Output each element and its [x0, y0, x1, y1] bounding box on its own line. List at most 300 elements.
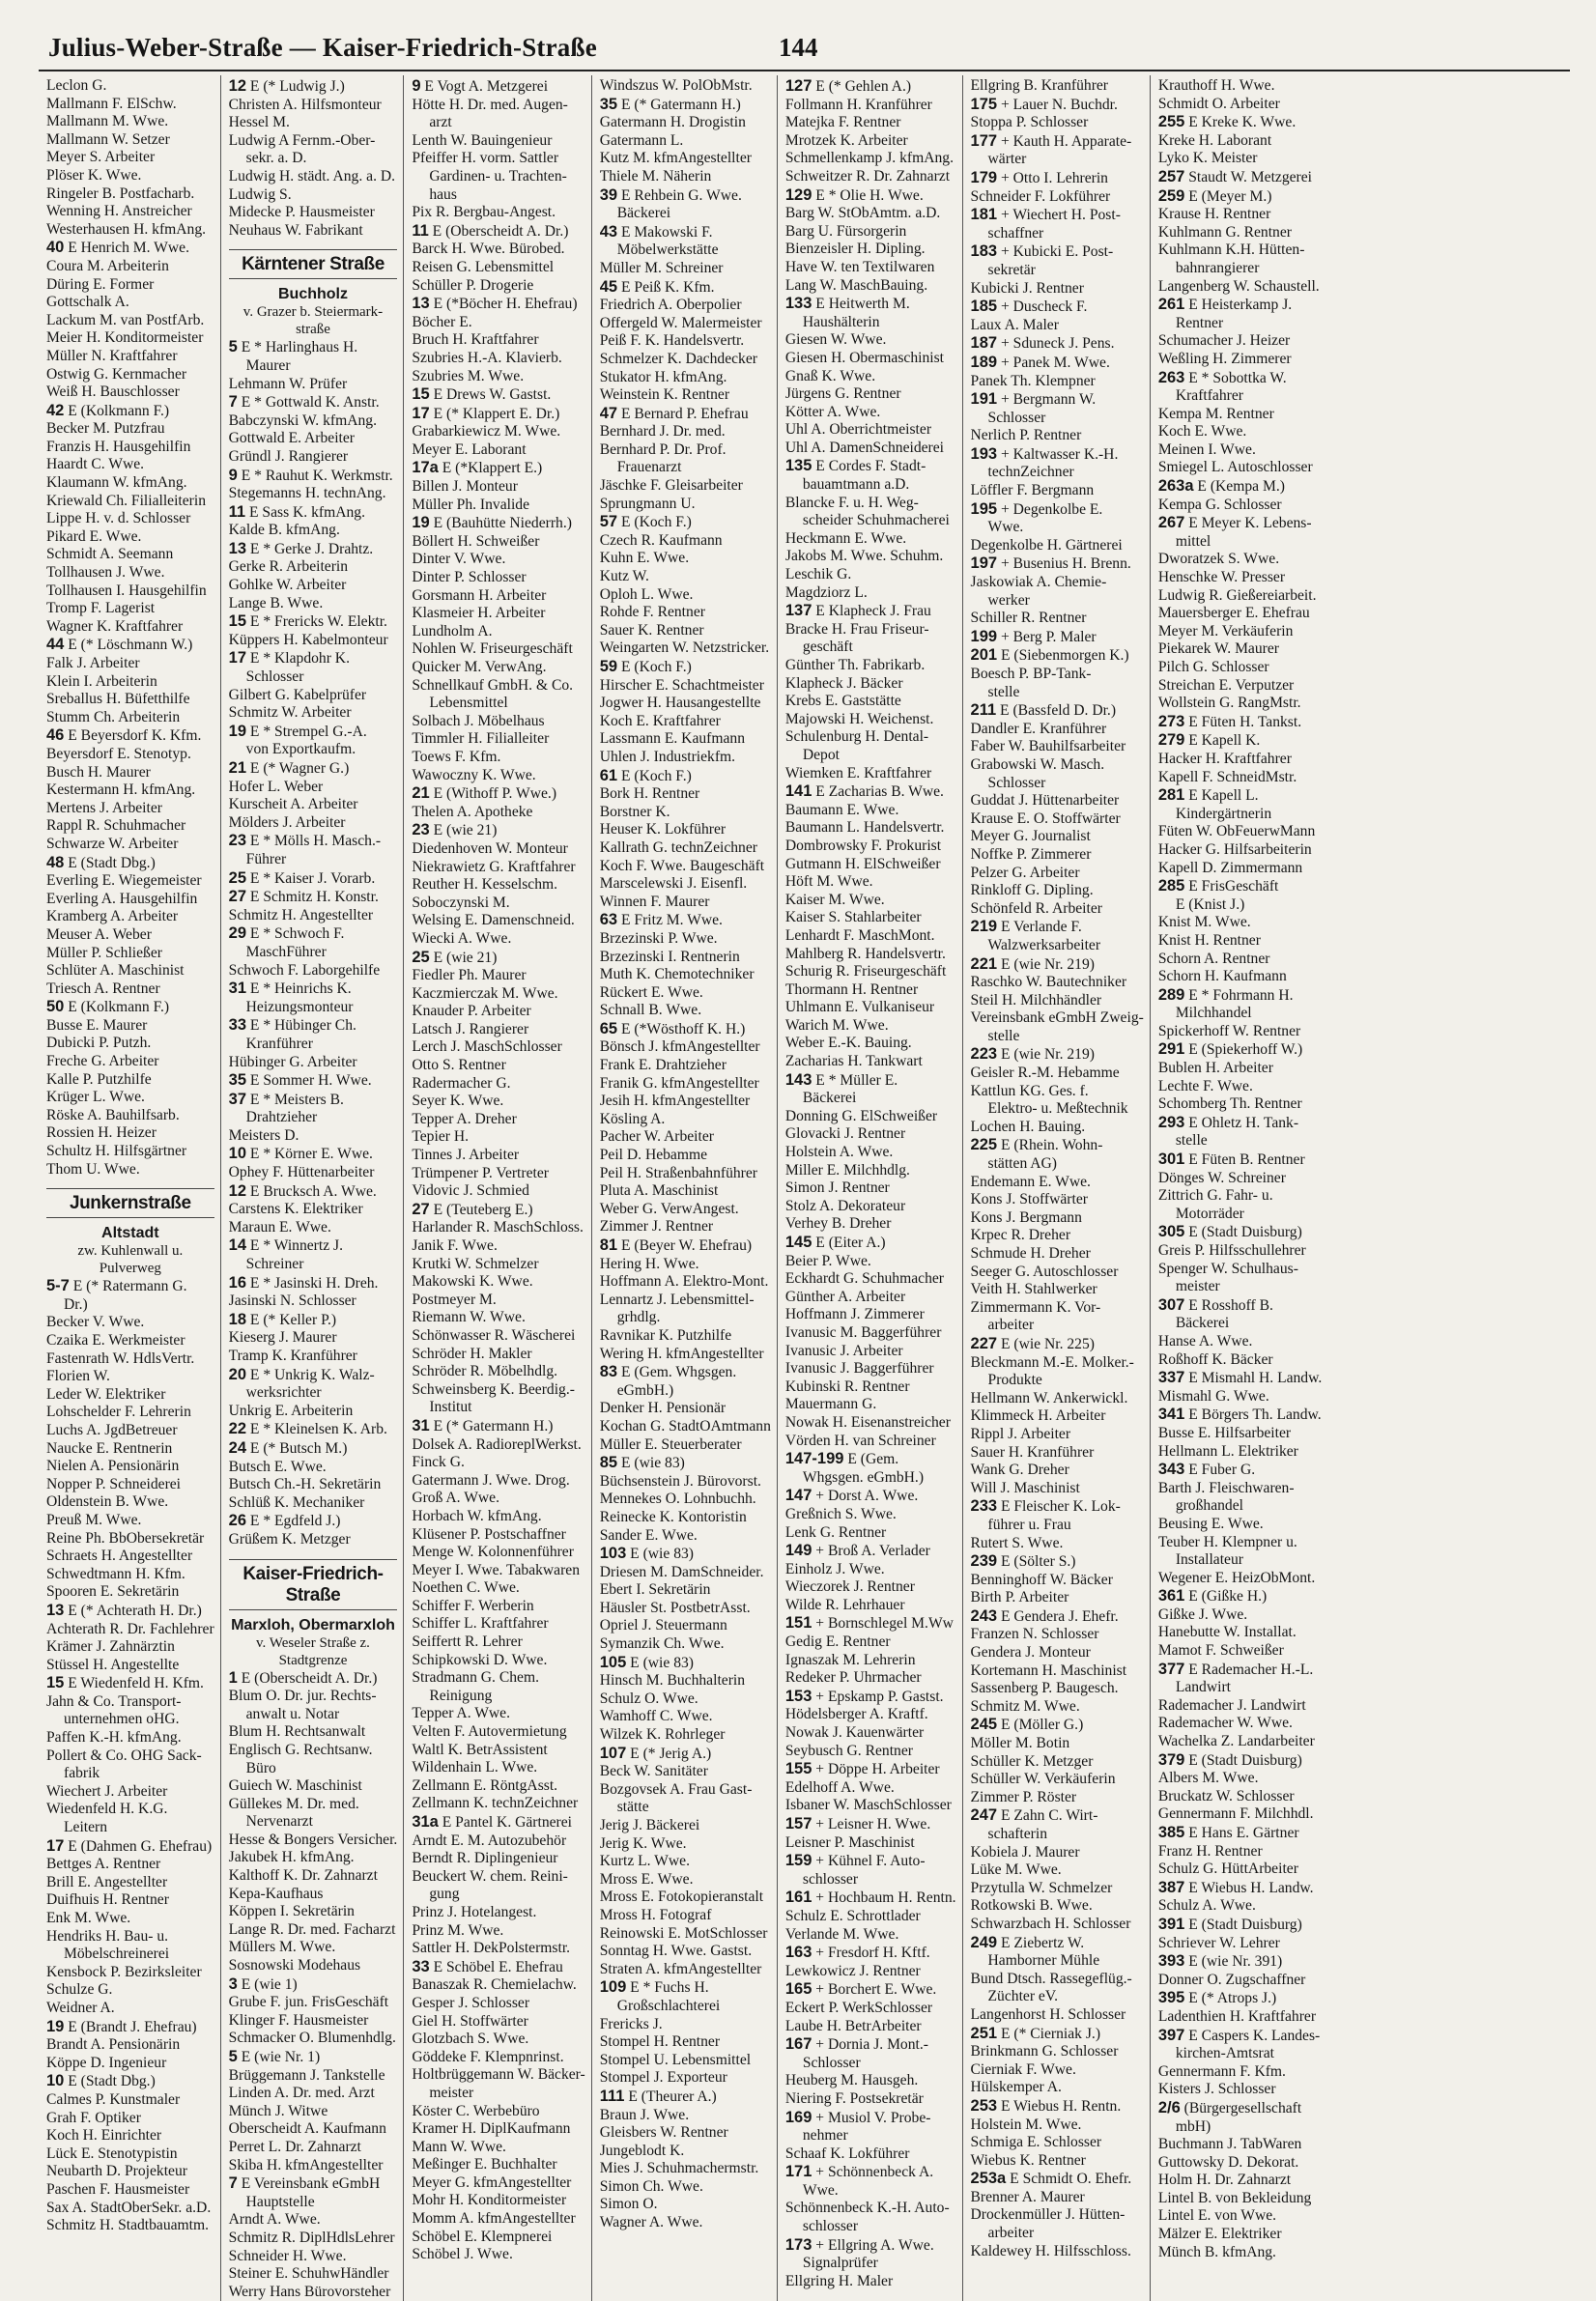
resident-entry: Barg U. Fürsorgerin — [784, 222, 907, 240]
resident-entry: Neuhaus W. Fabrikant — [228, 221, 363, 239]
resident-entry: Bruch H. Kraftfahrer — [412, 331, 539, 349]
resident-entry: Baumann L. Handelsvertr. — [784, 819, 945, 837]
house-number: 159 — [784, 1852, 812, 1870]
resident-entry: Krüger L. Wwe. — [46, 1089, 145, 1106]
resident-entry: Diedenhoven W. Monteur — [412, 839, 568, 857]
house-number: 163 — [784, 1944, 812, 1962]
resident-entry: Coura M. Arbeiterin — [46, 257, 169, 274]
resident-entry: Hellmann L. Elektriker — [1157, 1442, 1298, 1460]
resident-entry: Lenth W. Bauingenieur — [412, 131, 553, 149]
resident-entry: Tepper A. Dreher — [412, 1110, 517, 1127]
resident-entry: Meßinger E. Buchhalter — [412, 2156, 557, 2173]
resident-entry: stätten AG) — [987, 1155, 1057, 1173]
house-entry: 193 + Kaltwasser K.-H. — [970, 444, 1119, 463]
house-entry: 45 E Peiß K. Kfm. — [599, 277, 715, 296]
resident-entry: Hanebutte W. Installat. — [1157, 1624, 1297, 1641]
resident-entry: Quicker M. VerwAng. — [412, 659, 547, 675]
resident-entry: Berndt R. Diplingenieur — [412, 1850, 558, 1867]
resident-entry: Dinter V. Wwe. — [412, 551, 506, 568]
resident-entry: Gilbert G. Kabelprüfer — [228, 686, 367, 703]
resident-entry: Gennermann F. Kfm. — [1157, 2062, 1286, 2080]
resident-entry: Ludwig A Fernm.-Ober- — [228, 131, 376, 149]
resident-entry: Ellgring H. Maler — [784, 2272, 894, 2289]
resident-entry: Midecke P. Hausmeister — [228, 204, 375, 221]
resident-entry: Ludwig H. städt. Ang. a. D. — [228, 167, 396, 185]
resident-entry: Schwarzbach H. Schlosser — [970, 1915, 1131, 1932]
resident-entry: Haushälterin — [802, 313, 880, 330]
resident-entry: Schüller W. Verkäuferin — [970, 1771, 1116, 1788]
resident-entry: Kempa G. Schlosser — [1157, 496, 1282, 513]
house-entry: 7 E * Gottwald K. Anstr. — [228, 393, 380, 412]
resident-entry: Seiffertt R. Lehrer — [412, 1633, 523, 1651]
resident-entry: Rentner — [1175, 314, 1224, 331]
resident-entry: Friedrich A. Oberpolier — [599, 297, 742, 314]
resident-entry: Dinter P. Schlosser — [412, 569, 527, 586]
resident-entry: Langenhorst H. Schlosser — [970, 2005, 1126, 2023]
resident-entry: Installateur — [1175, 1551, 1243, 1569]
house-number: 187 — [970, 334, 998, 353]
house-number: 233 — [970, 1497, 998, 1516]
house-entry: 171 + Schönnenbeck A. — [784, 2163, 934, 2181]
resident-entry: Zellmann E. RöntgAsst. — [412, 1776, 558, 1794]
house-entry: 23 E * Mölls H. Masch.- — [228, 832, 382, 850]
resident-entry: mbH) — [1175, 2117, 1211, 2135]
house-entry: 225 E (Rhein. Wohn- — [970, 1136, 1103, 1154]
resident-entry: Dworatzek S. Wwe. — [1157, 551, 1280, 568]
house-entry: 109 E * Fuchs H. — [599, 1978, 709, 1997]
resident-entry: Frauenarzt — [616, 459, 682, 476]
resident-entry: Follmann H. Kranführer — [784, 96, 932, 113]
house-entry: 343 E Fuber G. — [1157, 1461, 1256, 1479]
house-number: 17 — [228, 649, 246, 668]
resident-entry: Hinsch M. Buchhalterin — [599, 1672, 746, 1690]
page-header — [39, 27, 1570, 71]
resident-entry: Ellgring B. Kranführer — [970, 77, 1108, 94]
street-range: Pulverweg — [99, 1261, 161, 1277]
house-entry: 26 E * Egdfeld J.) — [228, 1512, 341, 1530]
house-number: 45 — [599, 277, 618, 296]
district-heading: Marxloh, Obermarxloh — [231, 1616, 395, 1633]
house-number: 307 — [1157, 1295, 1185, 1314]
house-entry: 20 E * Unkrig K. Walz- — [228, 1365, 375, 1383]
resident-entry: Drockenmüller J. Hütten- — [970, 2206, 1126, 2224]
resident-entry: Schmitz R. DiplHdlsLehrer — [228, 2229, 395, 2246]
resident-entry: Kösling A. — [599, 1110, 666, 1127]
resident-entry: Busch H. Maurer — [46, 763, 151, 781]
house-number: 171 — [784, 2163, 812, 2181]
resident-entry: Klaumann W. kfmAng. — [46, 474, 187, 492]
resident-entry: Giesen H. Obermaschinist — [784, 349, 945, 366]
house-number: 247 — [970, 1806, 998, 1825]
resident-entry: Züchter eV. — [987, 1988, 1058, 2005]
resident-entry: Isbaner W. MaschSchlosser — [784, 1797, 952, 1814]
resident-entry: Mohr H. Konditormeister — [412, 2192, 567, 2209]
resident-entry: Raschko W. Bautechniker — [970, 974, 1127, 991]
resident-entry: Knauder P. Arbeiter — [412, 1003, 531, 1020]
resident-entry: Zacharias H. Tankwart — [784, 1053, 923, 1070]
resident-entry: Büro — [245, 1759, 276, 1776]
house-number: 239 — [970, 1552, 998, 1571]
house-entry: 15 E * Frericks W. Elektr. — [228, 612, 387, 631]
resident-entry: Mies J. Schuhmachermstr. — [599, 2160, 759, 2177]
resident-entry: Meisters D. — [228, 1126, 299, 1144]
house-number: 15 — [46, 1674, 65, 1692]
resident-entry: Schnall B. Wwe. — [599, 1002, 702, 1019]
resident-entry: Krause H. Rentner — [1157, 206, 1271, 223]
resident-entry: Wiedenfeld H. K.G. — [46, 1801, 168, 1818]
resident-entry: Hauptstelle — [245, 2193, 315, 2210]
house-number: 25 — [228, 868, 246, 887]
house-entry: 105 E (wie 83) — [599, 1653, 694, 1671]
resident-entry: Koch H. Einrichter — [46, 2127, 162, 2145]
resident-entry: Postmeyer M. — [412, 1291, 497, 1308]
house-number: 193 — [970, 444, 998, 463]
resident-entry: Redeker P. Uhrmacher — [784, 1669, 922, 1687]
house-number: 143 — [784, 1070, 812, 1089]
resident-entry: Haardt C. Wwe. — [46, 456, 145, 473]
house-entry: 33 E Schöbel E. Ehefrau — [412, 1957, 563, 1975]
house-entry: 145 E (Eiter A.) — [784, 1234, 886, 1251]
resident-entry: Münch B. kfmAng. — [1157, 2243, 1276, 2260]
resident-entry: Greßnich S. Wwe. — [784, 1505, 897, 1522]
resident-entry: Schönnenbeck K.-H. Auto- — [784, 2200, 950, 2217]
house-number: 129 — [784, 185, 812, 204]
resident-entry: Mauermann G. — [784, 1396, 877, 1413]
resident-entry: Cierniak F. Wwe. — [970, 2060, 1076, 2078]
resident-entry: Meyer E. Laborant — [412, 440, 527, 458]
resident-entry: Jasinski N. Schlosser — [228, 1293, 356, 1310]
resident-entry: Riemann W. Wwe. — [412, 1309, 526, 1326]
resident-entry: Birth P. Arbeiter — [970, 1589, 1069, 1606]
resident-entry: Barth J. Fleischwaren- — [1157, 1479, 1295, 1496]
resident-entry: Koch E. Wwe. — [1157, 423, 1247, 440]
resident-entry: Sauer H. Kranführer — [970, 1443, 1095, 1461]
house-entry: 23 E (wie 21) — [412, 821, 498, 839]
house-number: 183 — [970, 242, 998, 261]
resident-entry: Majowski H. Weichenst. — [784, 710, 934, 727]
resident-entry: Wiebus K. Rentner — [970, 2151, 1086, 2169]
resident-entry: Rippl J. Arbeiter — [970, 1425, 1071, 1442]
house-number: 281 — [1157, 786, 1185, 805]
resident-entry: Eckhardt G. Schuhmacher — [784, 1270, 944, 1288]
resident-entry: Everling A. Hausgehilfin — [46, 890, 198, 907]
house-entry: 159 + Kühnel F. Auto- — [784, 1852, 926, 1870]
resident-entry: Henschke W. Presser — [1157, 569, 1286, 586]
resident-entry: Nowak H. Eisenanstreicher — [784, 1413, 951, 1431]
resident-entry: Hofer L. Weber — [228, 778, 324, 795]
resident-entry: Mamot F. Schweißer — [1157, 1642, 1284, 1660]
resident-entry: Niekrawietz G. Kraftfahrer — [412, 858, 576, 875]
resident-entry: Offergeld W. Malermeister — [599, 314, 762, 331]
resident-entry: Tollhausen J. Wwe. — [46, 564, 165, 582]
resident-entry: Achterath R. Dr. Fachlehrer — [46, 1620, 214, 1637]
resident-entry: Kalle P. Putzhilfe — [46, 1070, 152, 1088]
resident-entry: Kramer H. DiplKaufmann — [412, 2120, 571, 2138]
resident-entry: Meinen I. Wwe. — [1157, 440, 1256, 458]
resident-entry: Schurig R. Friseurgeschäft — [784, 963, 947, 980]
resident-entry: Füten W. ObFeuerwMann — [1157, 823, 1316, 840]
resident-entry: Meyer G. Journalist — [970, 828, 1091, 845]
district-heading: Buchholz — [277, 286, 348, 303]
resident-entry: Stompel U. Lebensmittel — [599, 2051, 752, 2068]
resident-entry: Reisen G. Lebensmittel — [412, 258, 555, 275]
resident-entry: Wwe. — [987, 519, 1024, 536]
street-range: straße — [296, 322, 330, 338]
resident-entry: fabrik — [64, 1765, 100, 1782]
resident-entry: Przytulla W. Schmelzer — [970, 1879, 1113, 1896]
house-entry: 27 E Schmitz H. Konstr. — [228, 888, 379, 906]
resident-entry: anwalt u. Notar — [245, 1705, 340, 1722]
resident-entry: Wegener E. HeizObMont. — [1157, 1569, 1316, 1586]
house-entry: 47 E Bernard P. Ehefrau — [599, 404, 749, 422]
house-entry: 16 E * Jasinski H. Dreh. — [228, 1273, 379, 1292]
house-number: 305 — [1157, 1223, 1185, 1241]
resident-entry: Hirscher E. Schachtmeister — [599, 676, 764, 694]
house-entry: 22 E * Kleinelsen K. Arb. — [228, 1420, 387, 1438]
resident-entry: Lenhardt F. MaschMont. — [784, 926, 935, 944]
resident-entry: Bettges A. Rentner — [46, 1856, 161, 1873]
resident-entry: Schwoch F. Laborgehilfe — [228, 961, 381, 979]
resident-entry: unternehmen oHG. — [64, 1711, 180, 1728]
resident-entry: Noethen C. Wwe. — [412, 1579, 520, 1597]
resident-entry: Schönwasser R. Wäscherei — [412, 1326, 576, 1344]
house-number: 391 — [1157, 1915, 1185, 1933]
house-number: 13 — [412, 295, 430, 313]
resident-entry: Jungeblodt K. — [599, 2142, 685, 2159]
resident-entry: Velten F. Autovermietung — [412, 1723, 567, 1741]
house-entry: 81 E (Beyer W. Ehefrau) — [599, 1236, 753, 1254]
resident-entry: Leclon G. — [46, 77, 107, 94]
resident-entry: Brzezinski P. Wwe. — [599, 929, 718, 947]
resident-entry: wärter — [987, 151, 1027, 168]
resident-entry: Kurscheit A. Arbeiter — [228, 796, 358, 813]
resident-entry: meister — [1175, 1278, 1220, 1295]
resident-entry: Benninghoff W. Bäcker — [970, 1571, 1113, 1588]
resident-entry: Rinkloff G. Dipling. — [970, 882, 1094, 899]
resident-entry: Banaszak R. Chemielachw. — [412, 1976, 577, 1994]
house-entry: 233 E Fleischer K. Lok- — [970, 1497, 1121, 1516]
house-number: 211 — [970, 701, 997, 720]
page-title: Julius-Weber-Straße — Kaiser-Friedrich-Straße — [48, 33, 597, 62]
resident-entry: Hoffmann J. Zimmerer — [784, 1306, 925, 1323]
resident-entry: Lintel B. von Bekleidung — [1157, 2189, 1312, 2206]
house-number: 27 — [412, 1200, 430, 1218]
house-number: 10 — [228, 1145, 246, 1163]
resident-entry: Makowski K. Wwe. — [412, 1273, 533, 1291]
house-entry: 147 + Dorst A. Wwe. — [784, 1487, 919, 1505]
resident-entry: Günther Th. Fabrikarb. — [784, 657, 926, 673]
resident-entry: Kalthoff K. Dr. Zahnarzt — [228, 1867, 378, 1885]
resident-entry: Kaldewey H. Hilfsschloss. — [970, 2242, 1131, 2259]
house-entry: 13 E (*Böcher H. Ehefrau) — [412, 295, 578, 313]
resident-entry: Kattlun KG. Ges. f. — [970, 1082, 1089, 1099]
resident-entry: Mennekes O. Lohnbuchh. — [599, 1491, 756, 1508]
resident-entry: Schneider F. Lokführer — [970, 187, 1111, 205]
resident-entry: Grube F. jun. FrisGeschäft — [228, 1994, 389, 2011]
resident-entry: Weiß H. Bauschlosser — [46, 384, 180, 401]
resident-entry: Kubinski R. Rentner — [784, 1378, 910, 1395]
house-number: 20 — [228, 1365, 246, 1383]
resident-entry: Franzis H. Hausgehilfin — [46, 438, 191, 455]
house-number: 19 — [412, 514, 430, 532]
resident-entry: Wilzek K. Rohrleger — [599, 1726, 726, 1744]
resident-entry: Pilch G. Schlosser — [1157, 659, 1269, 675]
house-entry: 3 E (wie 1) — [228, 1974, 298, 1993]
resident-entry: Hacker G. Hilfsarbeiterin — [1157, 840, 1312, 858]
resident-entry: Niering F. Postsekretär — [784, 2089, 924, 2107]
resident-entry: Schultz H. Hilfsgärtner — [46, 1143, 187, 1160]
resident-entry: Uhl A. DamenSchneiderei — [784, 439, 944, 456]
resident-entry: Wank G. Dreher — [970, 1462, 1069, 1479]
resident-entry: gung — [429, 1886, 460, 1903]
resident-entry: Brill E. Angestellter — [46, 1873, 168, 1890]
house-number: 289 — [1157, 985, 1185, 1004]
resident-entry: Denker H. Pensionär — [599, 1400, 727, 1417]
resident-entry: bauamtmann a.D. — [802, 476, 910, 494]
resident-entry: Steil H. Milchhändler — [970, 991, 1102, 1008]
house-number: 35 — [228, 1071, 246, 1090]
resident-entry: Skiba H. kfmAngestellter — [228, 2156, 384, 2173]
resident-entry: Stumm Ch. Arbeiterin — [46, 708, 181, 725]
resident-entry: Weber G. VerwAngest. — [599, 1200, 739, 1217]
resident-entry: Janik F. Wwe. — [412, 1237, 498, 1254]
resident-entry: Mrotzek K. Arbeiter — [784, 131, 908, 149]
resident-entry: Becker V. Wwe. — [46, 1314, 145, 1331]
directory-column — [592, 75, 778, 2301]
house-number: 221 — [970, 954, 998, 973]
resident-entry: Bienzeisler H. Dipling. — [784, 241, 926, 258]
resident-entry: Kriewald Ch. Filialleiterin — [46, 492, 206, 509]
resident-entry: Krpec R. Dreher — [970, 1227, 1071, 1244]
house-number: 61 — [599, 766, 618, 784]
resident-entry: Klimmeck H. Arbeiter — [970, 1407, 1106, 1425]
house-number: 255 — [1157, 113, 1185, 131]
resident-entry: Guiech W. Maschinist — [228, 1777, 362, 1795]
resident-entry: Braun J. Wwe. — [599, 2106, 690, 2123]
resident-entry: Mallmann F. ElSchw. — [46, 95, 177, 112]
house-entry: 267 E Meyer K. Lebens- — [1157, 514, 1312, 532]
house-number: 145 — [784, 1234, 812, 1251]
house-entry: 147-199 E (Gem. — [784, 1450, 899, 1468]
resident-entry: arbeiter — [987, 1317, 1035, 1334]
resident-entry: Schlosser — [802, 2054, 861, 2071]
resident-entry: Kisters J. Schlosser — [1157, 2081, 1276, 2098]
house-entry: 39 E Rehbein G. Wwe. — [599, 185, 742, 204]
house-entry: 165 + Borchert E. Wwe. — [784, 1980, 937, 1999]
resident-entry: Streichan E. Verputzer — [1157, 676, 1295, 694]
house-number: 103 — [599, 1545, 627, 1563]
resident-entry: Heckmann E. Wwe. — [784, 529, 907, 547]
resident-entry: Schraets H. Angestellter — [46, 1548, 193, 1565]
house-entry: 253a E Schmidt O. Ehefr. — [970, 2170, 1132, 2188]
resident-entry: Busse E. Maurer — [46, 1016, 148, 1034]
resident-entry: Kochan G. StadtOAmtmann — [599, 1417, 771, 1435]
resident-entry: Lochen H. Bauing. — [970, 1118, 1086, 1135]
house-number: 267 — [1157, 514, 1185, 532]
house-entry: 83 E (Gem. Whgsgen. — [599, 1363, 737, 1381]
resident-entry: Kortemann H. Maschinist — [970, 1662, 1127, 1679]
resident-entry: Tepper A. Wwe. — [412, 1705, 511, 1722]
house-entry: 163 + Fresdorf H. Kftf. — [784, 1944, 930, 1962]
resident-entry: Schmelzer K. Dachdecker — [599, 350, 757, 367]
resident-entry: Magdziorz L. — [784, 583, 868, 601]
resident-entry: Gleisbers W. Rentner — [599, 2124, 728, 2142]
house-number: 395 — [1157, 1989, 1185, 2007]
house-entry: 65 E (*Wösthoff K. H.) — [599, 1019, 746, 1037]
house-entry: 17 E (* Klappert E. Dr.) — [412, 404, 560, 422]
resident-entry: Einholz J. Wwe. — [784, 1560, 885, 1577]
house-number: 293 — [1157, 1113, 1185, 1131]
resident-entry: Sreballus H. Büfetthilfe — [46, 691, 190, 708]
resident-entry: Sonntag H. Wwe. Gastst. — [599, 1943, 753, 1960]
resident-entry: Günther A. Arbeiter — [784, 1288, 906, 1305]
house-entry: 35 E Sommer H. Wwe. — [228, 1071, 372, 1090]
resident-entry: Momm A. kfmAngestellter — [412, 2210, 576, 2228]
resident-entry: Lenk G. Rentner — [784, 1523, 887, 1541]
house-entry: 29 E * Schwoch F. — [228, 924, 345, 943]
resident-entry: Lange B. Wwe. — [228, 594, 324, 611]
house-number: 29 — [228, 924, 246, 943]
resident-entry: Buchmann J. TabWaren — [1157, 2136, 1302, 2153]
house-number: 201 — [970, 646, 998, 665]
house-number: 65 — [599, 1019, 618, 1037]
resident-entry: Krutki W. Schmelzer — [412, 1255, 539, 1272]
resident-entry: Meyer S. Arbeiter — [46, 149, 156, 166]
house-number: 26 — [228, 1512, 246, 1530]
resident-entry: Jesih H. kfmAngestellter — [599, 1093, 751, 1110]
resident-entry: Kramberg A. Arbeiter — [46, 908, 179, 925]
resident-entry: Mann W. Wwe. — [412, 2138, 506, 2155]
resident-entry: Florien W. — [46, 1368, 110, 1385]
resident-entry: Lassmann E. Kaufmann — [599, 730, 745, 748]
house-number: 393 — [1157, 1952, 1185, 1971]
house-number: 253a — [970, 2170, 1007, 2188]
resident-entry: Vörden H. van Schreiner — [784, 1432, 936, 1449]
resident-entry: Butsch E. Wwe. — [228, 1458, 327, 1475]
resident-entry: sekr. a. D. — [245, 150, 307, 167]
house-number: 263 — [1157, 368, 1185, 386]
house-entry: 391 E (Stadt Duisburg) — [1157, 1915, 1302, 1933]
resident-entry: Brüggemann J. Tankstelle — [228, 2066, 385, 2084]
resident-entry: Soboczynski M. — [412, 894, 510, 911]
house-entry: 247 E Zahn C. Wirt- — [970, 1806, 1098, 1825]
resident-entry: Blancke F. u. H. Weg- — [784, 494, 919, 511]
resident-entry: Luchs A. JgdBetreuer — [46, 1421, 178, 1438]
house-number: 135 — [784, 457, 812, 475]
house-number: 7 — [228, 393, 238, 412]
resident-entry: Kapell D. Zimmermann — [1157, 859, 1303, 876]
resident-entry: Schöbel J. Wwe. — [412, 2246, 513, 2263]
resident-entry: Wagner A. Wwe. — [599, 2214, 703, 2231]
house-entry: 46 E Beyersdorf K. Kfm. — [46, 726, 202, 745]
resident-entry: Lebensmittel — [429, 695, 508, 712]
resident-entry: Böcher E. — [412, 313, 472, 330]
resident-entry: Solbach J. Möbelhaus — [412, 712, 545, 729]
resident-entry: Westerhausen H. kfmAng. — [46, 220, 207, 238]
house-number: 23 — [228, 832, 246, 850]
resident-entry: Schorn A. Rentner — [1157, 950, 1270, 967]
house-entry: 44 E (* Löschmann W.) — [46, 636, 193, 654]
house-number: 85 — [599, 1454, 618, 1472]
house-number: 185 — [970, 298, 998, 316]
resident-entry: Verlande M. Wwe. — [784, 1925, 899, 1943]
resident-entry: kirchen-Amtsrat — [1175, 2045, 1275, 2062]
resident-entry: Hötte H. Dr. med. Augen- — [412, 96, 568, 113]
resident-entry: Tinnes J. Arbeiter — [412, 1147, 520, 1164]
house-entry: 219 E Verlande F. — [970, 918, 1082, 936]
house-entry: 189 + Panek M. Wwe. — [970, 353, 1110, 371]
house-entry: 15 E Drews W. Gastst. — [412, 385, 552, 404]
